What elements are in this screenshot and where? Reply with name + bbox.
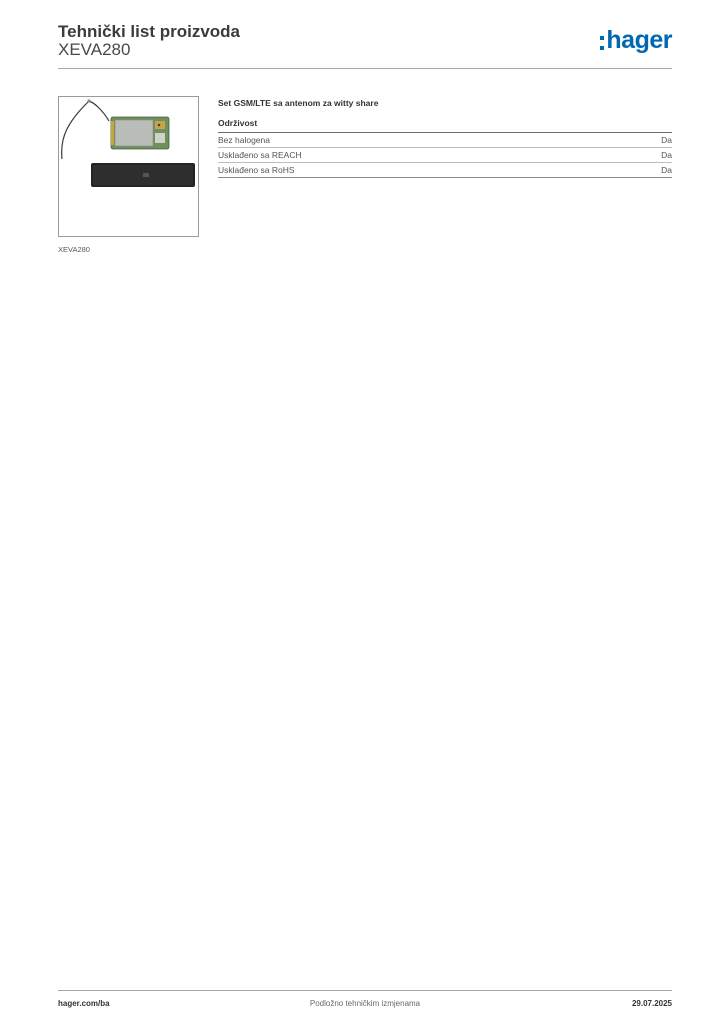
document-title: Tehnički list proizvoda xyxy=(58,22,240,41)
spec-value: Da xyxy=(661,150,672,160)
product-code-heading: XEVA280 xyxy=(58,40,131,59)
page-footer xyxy=(58,990,672,1015)
header-divider xyxy=(58,68,672,69)
table-row xyxy=(218,133,672,148)
image-caption: XEVA280 xyxy=(58,245,90,254)
logo-colon-icon xyxy=(600,36,604,50)
page-header xyxy=(58,20,672,68)
product-details xyxy=(218,97,672,178)
spec-label: Usklađeno sa REACH xyxy=(218,150,302,160)
table-row xyxy=(218,163,672,178)
product-image xyxy=(58,96,199,237)
spec-table xyxy=(218,132,672,178)
footer-website-link[interactable]: hager.com/ba xyxy=(58,999,110,1008)
footer-date: 29.07.2025 xyxy=(631,999,672,1008)
spec-label: Bez halogena xyxy=(218,135,270,145)
spec-value: Da xyxy=(661,165,672,175)
product-name: Set GSM/LTE sa antenom za witty share xyxy=(218,98,379,108)
hager-logo[interactable] xyxy=(600,28,672,53)
footer-notice: Podložno tehničkim izmjenama xyxy=(309,999,421,1008)
logo-text: hager xyxy=(606,26,672,54)
gsm-lte-module-with-antenna-photo-icon xyxy=(59,97,198,236)
section-title-sustainability: Održivost xyxy=(218,118,258,128)
table-row xyxy=(218,148,672,163)
spec-label: Usklađeno sa RoHS xyxy=(218,165,295,175)
spec-value: Da xyxy=(661,135,672,145)
